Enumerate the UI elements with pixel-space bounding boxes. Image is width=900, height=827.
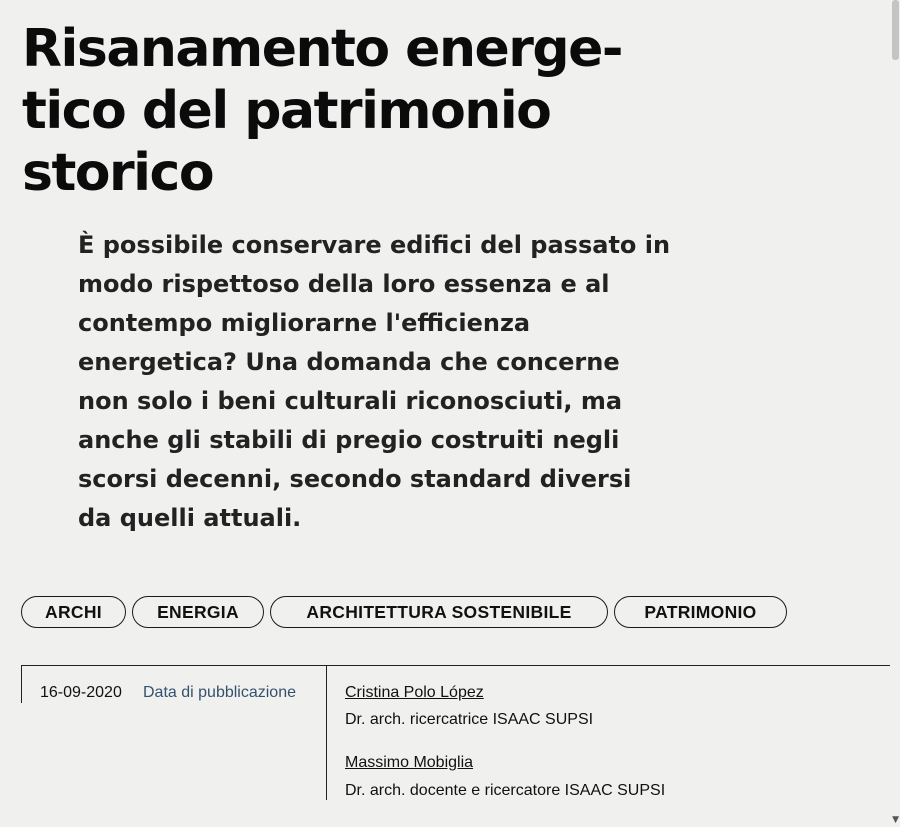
meta-divider-middle bbox=[326, 665, 327, 800]
scroll-down-icon[interactable]: ▼ bbox=[892, 815, 899, 825]
scrollbar-thumb[interactable] bbox=[892, 0, 899, 60]
author-link-massimo-mobiglia[interactable]: Massimo Mobiglia bbox=[345, 754, 474, 771]
title-line: tico del patrimonio bbox=[22, 81, 551, 141]
author-link-cristina-polo-lopez[interactable]: Cristina Polo López bbox=[345, 684, 484, 701]
title-line: storico bbox=[22, 143, 214, 203]
tag-archi[interactable]: ARCHI bbox=[21, 596, 126, 628]
publication-date: 16-09-2020 bbox=[40, 684, 122, 701]
tag-energia[interactable]: ENERGIA bbox=[132, 596, 264, 628]
page-scrollbar[interactable] bbox=[890, 0, 900, 827]
lead-line: È possibile conservare edifici del passato in bbox=[78, 231, 671, 259]
lead-line: modo rispettoso della loro essenza e al bbox=[78, 270, 610, 298]
author-role: Dr. arch. ricercatrice ISAAC SUPSI bbox=[345, 711, 594, 728]
lead-line: energetica? Una domanda che concerne bbox=[78, 348, 620, 376]
lead-line: scorsi decenni, secondo standard diversi bbox=[78, 465, 632, 493]
lead-line: non solo i beni culturali riconosciuti, ma bbox=[78, 387, 623, 415]
tag-architettura-sostenibile[interactable]: ARCHITETTURA SOSTENIBILE bbox=[270, 596, 608, 628]
meta-divider bbox=[21, 665, 890, 666]
article-title bbox=[22, 18, 822, 204]
article-lead bbox=[78, 226, 798, 538]
lead-line: anche gli stabili di pregio costruiti negli bbox=[78, 426, 620, 454]
title-line: Risanamento energe- bbox=[22, 19, 622, 79]
publication-date-label: Data di pubblicazione bbox=[143, 684, 296, 701]
author-role: Dr. arch. docente e ricercatore ISAAC SUPSI bbox=[345, 782, 666, 799]
meta-divider-left bbox=[21, 665, 22, 703]
lead-line: contempo migliorarne l'efficienza bbox=[78, 309, 531, 337]
tag-patrimonio[interactable]: PATRIMONIO bbox=[614, 596, 787, 628]
lead-line: da quelli attuali. bbox=[78, 504, 302, 532]
